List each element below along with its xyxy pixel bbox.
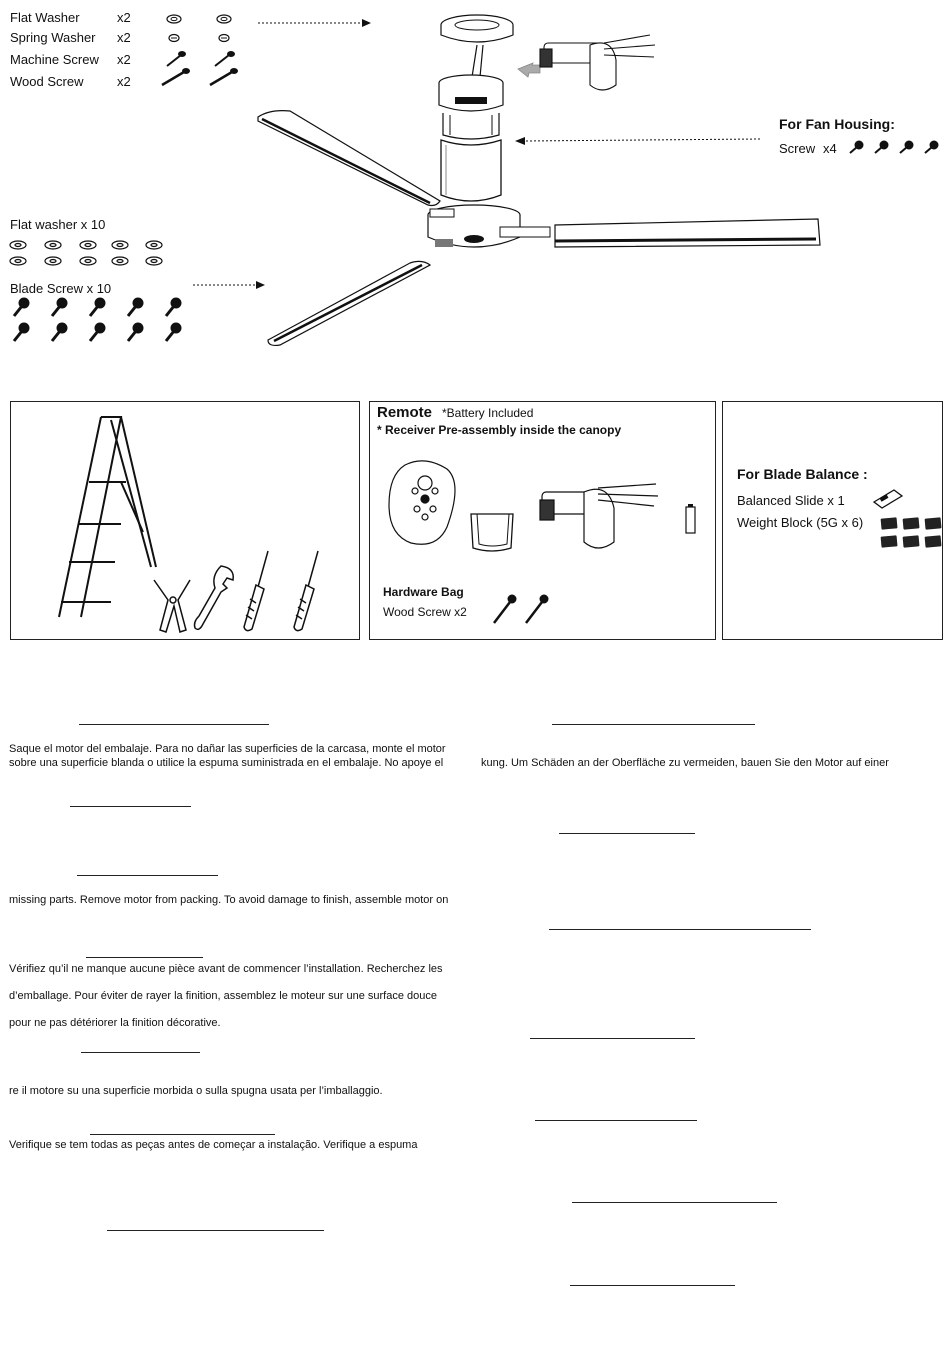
wood-screw-icon xyxy=(160,66,250,88)
wrench-icon xyxy=(191,562,241,637)
paragraph-de: kung. Um Schäden an der Oberfläche zu vermeiden, bauen Sie den Motor auf einer xyxy=(481,757,889,769)
paragraph-en: missing parts. Remove motor from packing. To avoid damage to finish, assemble motor on xyxy=(9,894,449,906)
heading-rule-5 xyxy=(530,1038,695,1039)
part-name-spring-washer: Spring Washer xyxy=(10,30,96,45)
heading-rule-6 xyxy=(535,1120,697,1121)
part-qty-flat-washer: x2 xyxy=(117,10,131,25)
blade-washer-icon xyxy=(8,238,168,270)
blade-screw-icon xyxy=(10,298,190,346)
battery-note: *Battery Included xyxy=(442,406,534,420)
part-name-machine-screw: Machine Screw xyxy=(10,52,99,67)
balanced-slide-label: Balanced Slide x 1 xyxy=(737,493,845,508)
part-name-wood-screw: Wood Screw xyxy=(10,74,84,89)
ladder-icon xyxy=(51,412,161,637)
part-qty-machine-screw: x2 xyxy=(117,52,131,67)
ceiling-fan-illustration xyxy=(250,5,840,350)
balanced-slide-icon xyxy=(872,488,904,510)
blade-balance-title: For Blade Balance : xyxy=(737,466,868,482)
weight-block-label: Weight Block (5G x 6) xyxy=(737,515,864,530)
part-name-flat-washer: Flat Washer xyxy=(10,10,80,25)
heading-rule-es xyxy=(79,724,269,725)
hardware-bag-title: Hardware Bag xyxy=(383,585,464,599)
paragraph-es-line2: sobre una superficie blanda o utilice la espuma suministrada en el embalaje. No apoye el xyxy=(9,757,444,769)
hardware-bag-item: Wood Screw x2 xyxy=(383,605,467,619)
fan-housing-title: For Fan Housing: xyxy=(779,116,895,132)
hardware-bag-screw-icon xyxy=(490,594,560,626)
battery-icon xyxy=(684,503,698,535)
heading-rule-de xyxy=(552,724,755,725)
fan-housing-screw-label: Screw xyxy=(779,141,816,156)
heading-rule-9 xyxy=(570,1285,735,1286)
part-qty-wood-screw: x2 xyxy=(117,74,131,89)
blade-flat-washer-label: Flat washer x 10 xyxy=(10,217,106,232)
part-qty-spring-washer: x2 xyxy=(117,30,131,45)
heading-rule-8 xyxy=(107,1230,324,1231)
fan-housing-screw-qty: x4 xyxy=(823,141,837,156)
heading-rule-3 xyxy=(559,833,695,834)
paragraph-pt: Verifique se tem todas as peças antes de começar a instalação. Verifique a espuma xyxy=(9,1139,418,1151)
heading-rule-7 xyxy=(572,1202,777,1203)
heading-rule-4 xyxy=(549,929,811,930)
weight-block-icon xyxy=(878,515,944,551)
heading-rule-it xyxy=(81,1052,200,1053)
heading-rule-en xyxy=(77,875,218,876)
remote-holder-icon xyxy=(467,510,517,555)
spring-washer-icon xyxy=(165,32,245,44)
heading-rule-2 xyxy=(70,806,191,807)
heading-rule-pt xyxy=(90,1134,275,1135)
receiver-icon xyxy=(538,462,668,554)
receiver-note: * Receiver Pre-assembly inside the canopy xyxy=(377,423,622,437)
dotted-arrow-blade xyxy=(193,280,268,290)
remote-control-icon xyxy=(385,455,465,555)
screwdriver-icon-2 xyxy=(286,547,326,637)
paragraph-it: re il motore su una superficie morbida o sulla spugna usata per l’imballaggio. xyxy=(9,1085,383,1097)
remote-title: Remote xyxy=(377,404,433,421)
heading-rule-fr xyxy=(86,957,203,958)
tools-box xyxy=(10,401,360,640)
housing-screw-icon xyxy=(848,140,948,156)
pliers-icon xyxy=(146,570,196,635)
paragraph-fr-line3: pour ne pas détériorer la finition décorative. xyxy=(9,1017,221,1029)
flat-washer-icon xyxy=(165,12,245,26)
paragraph-fr-line1: Vérifiez qu’il ne manque aucune pièce avant de commencer l’installation. Recherchez les xyxy=(9,963,443,975)
screwdriver-icon xyxy=(236,547,276,637)
blade-screw-label: Blade Screw x 10 xyxy=(10,281,112,296)
paragraph-es-line1: Saque el motor del embalaje. Para no dañar las superficies de la carcasa, monte el motor xyxy=(9,743,446,755)
paragraph-fr-line2: d’emballage. Pour éviter de rayer la finition, assemblez le moteur sur une surface douce xyxy=(9,990,438,1002)
